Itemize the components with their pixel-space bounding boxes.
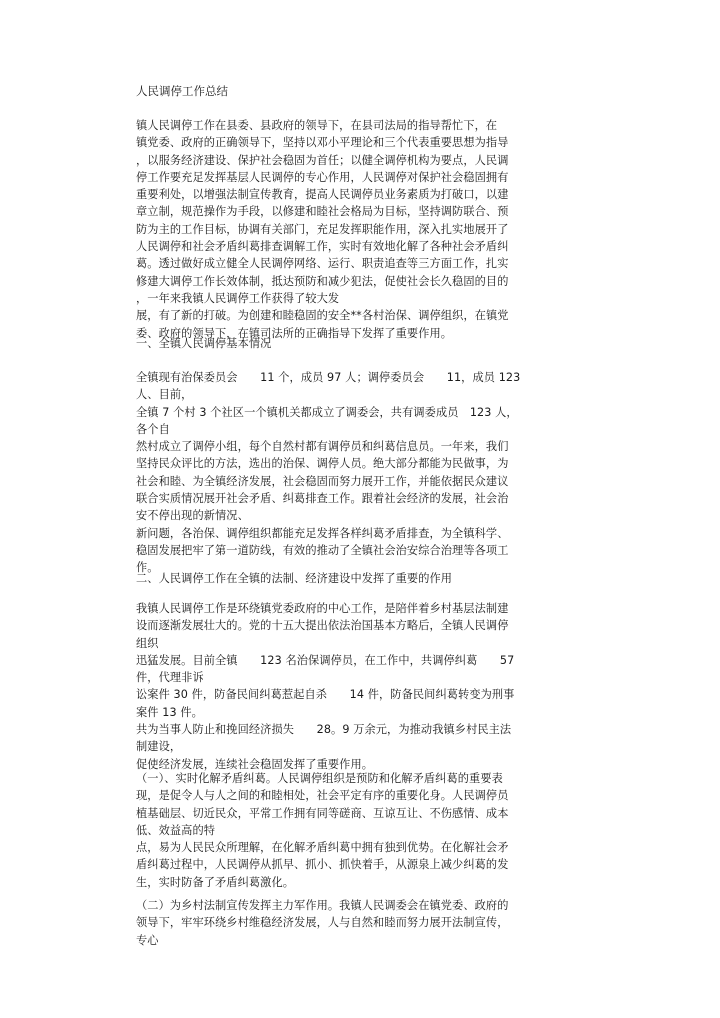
- section1-paragraph: [136, 369, 546, 577]
- text-line: 镇人民调停工作在县委、县政府的领导下，在县司法局的指导帮忙下，在: [136, 119, 498, 132]
- text-line: 新问题，各治保、调停组织都能充足发挥各样纠葛矛盾排查，为全镇科学、: [136, 526, 509, 540]
- text-line: 停工作要充足发挥基层人民调停的专心作用，人民调停对保护社会稳固拥有: [136, 170, 509, 184]
- subsection2-paragraph: [136, 897, 546, 949]
- text-line: 领导下，牢牢环绕乡村维稳经济发展，人与自然和睦而努力展开法制宣传，: [136, 916, 509, 930]
- intro-paragraph: [136, 117, 546, 342]
- text-line: 各个自: [136, 422, 170, 436]
- text-line: 委、政府的领导下，在镇司法所的正确指导下发挥了重要作用。: [136, 326, 453, 340]
- text-line: 生，实时防备了矛盾纠葛激化。: [136, 875, 295, 889]
- section2-heading-block: [136, 570, 546, 587]
- text-line: 防为主的工作目标，协调有关部门，充足发挥职能作用，深入扎实地展开了: [136, 222, 509, 236]
- text-line: 制建设，: [136, 740, 182, 754]
- text-line: 设而逐渐发展壮大的。党的十五大提出依法治国基本方略后，全镇人民调停: [136, 619, 509, 633]
- section2-paragraph: [136, 600, 546, 773]
- text-line: 作。: [136, 561, 159, 575]
- text-line: 迅猛发展。目前全镇 123 名治保调停员，在工作中，共调停纠葛 57: [136, 653, 515, 667]
- text-line: 然村成立了调停小组，每个自然村都有调停员和纠葛信息员。一年来，我们: [136, 440, 509, 454]
- text-line: 共为当事人防止和挽回经济损失 28。9 万余元，为推动我镇乡村民主法: [136, 723, 512, 737]
- text-line: 讼案件 30 件，防备民间纠葛惹起自杀 14 件，防备民间纠葛转变为刑事: [136, 688, 515, 702]
- text-line: 低、效益高的特: [136, 823, 216, 837]
- text-line: 案件 13 件。: [136, 705, 203, 719]
- section2-heading: 二、人民调停工作在全镇的法制、经济建设中发挥了重要的作用: [136, 572, 453, 585]
- text-line: 全镇现有治保委员会 11 个，成员 97 人；调停委员会 11，成员 123: [136, 371, 521, 384]
- text-line: 葛。透过做好成立健全人民调停网络、运行、职责追查等三方面工作，扎实: [136, 257, 509, 271]
- text-line: 坚持民众评比的方法，选出的治保、调停人员。绝大部分都能为民做事，为: [136, 457, 509, 471]
- text-line: 联合实质情况展开社会矛盾、纠葛排查工作。跟着社会经济的发展，社会治: [136, 492, 509, 506]
- section1-heading-block: [136, 335, 546, 352]
- text-line: 促使经济发展，连续社会稳固发挥了重要作用。: [136, 757, 374, 771]
- text-line: 我镇人民调停工作是环绕镇党委政府的中心工作，是陪伴着乡村基层法制建: [136, 602, 509, 615]
- text-line: 植基础层、切近民众，平常工作拥有同等磋商、互谅互让、不伤感情、成本: [136, 806, 509, 820]
- section1-heading: 一、全镇人民调停基本情况: [136, 337, 272, 350]
- text-line: 组织: [136, 636, 159, 650]
- text-line: 人民调停和社会矛盾纠葛排查调解工作，实时有效地化解了各种社会矛盾纠: [136, 240, 509, 254]
- text-line: 安不停出现的新情况、: [136, 509, 249, 523]
- text-line: （一）、实时化解矛盾纠葛。人民调停组织是预防和化解矛盾纠葛的重要表: [136, 772, 503, 785]
- text-line: 修建大调停工作长效体制，抵达预防和减少犯法，促使社会长久稳固的目的: [136, 274, 509, 288]
- text-line: 全镇 7 个村 3 个社区一个镇机关都成立了调委会，共有调委成员 123 人，: [136, 405, 518, 419]
- text-line: 件，代理非诉: [136, 671, 204, 685]
- text-line: 人、目前，: [136, 388, 193, 402]
- text-line: ，一年来我镇人民调停工作获得了较大发: [136, 291, 340, 305]
- text-line: ，以服务经济建设、保护社会稳固为首任；以健全调停机构为要点，人民调: [136, 153, 509, 167]
- doc-title: 人民调停工作总结: [136, 84, 228, 98]
- text-line: 点，易为人民民众所理解，在化解矛盾纠葛中拥有独到优势。在化解社会矛: [136, 841, 509, 855]
- text-line: 章立制，规范操作为手段，以修建和睦社会格局为目标，坚持调防联合、预: [136, 205, 509, 219]
- text-line: 展，有了新的打破。为创建和睦稳固的安全**各村治保、调停组织，在镇党: [136, 309, 509, 323]
- text-line: 社会和睦、为全镇经济发展，社会稳固而努力展开工作，并能依据民众建议: [136, 474, 509, 488]
- text-line: 稳固发展把牢了第一道防线，有效的推动了全镇社会治安综合治理等各项工: [136, 543, 509, 557]
- text-line: 现，是促令人与人之间的和睦相处，社会平定有序的重要化身。人民调停员: [136, 789, 509, 803]
- text-line: （二）为乡村法制宣传发挥主力军作用。我镇人民调委会在镇党委、政府的: [136, 899, 509, 912]
- text-line: 镇党委、政府的正确领导下，坚持以邓小平理论和三个代表重要思想为指导: [136, 136, 509, 150]
- subsection1-paragraph: [136, 770, 546, 891]
- text-line: 专心: [136, 933, 159, 947]
- text-line: 盾纠葛过程中，人民调停从抓早、抓小、抓快着手，从源泉上减少纠葛的发: [136, 858, 509, 872]
- text-line: 重要利处，以增强法制宣传教育，提高人民调停员业务素质为打破口，以建: [136, 188, 509, 202]
